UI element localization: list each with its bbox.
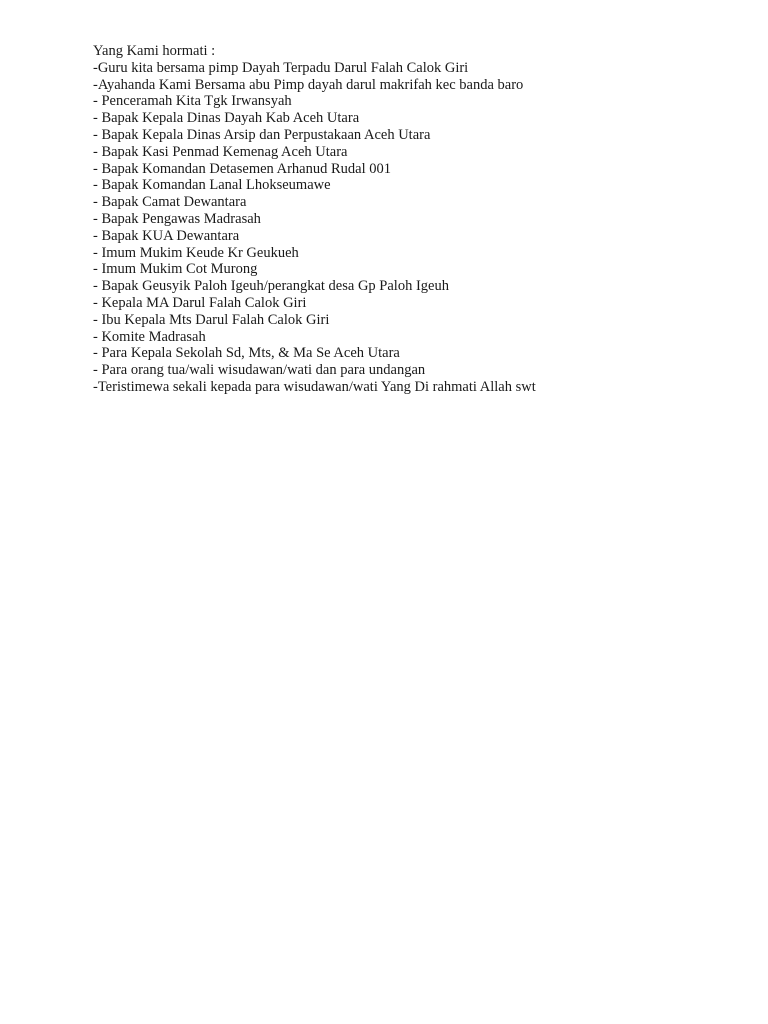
recipient-line: - Kepala MA Darul Falah Calok Giri: [93, 294, 307, 311]
recipient-line: - Komite Madrasah: [93, 328, 206, 345]
recipient-line: - Para orang tua/wali wisudawan/wati dan para undangan: [93, 362, 426, 379]
recipient-line: -Guru kita bersama pimp Dayah Terpadu Darul Falah Calok Giri: [93, 59, 469, 76]
recipient-line: -Ayahanda Kami Bersama abu Pimp dayah darul makrifah kec banda baro: [93, 76, 524, 93]
recipient-line: - Bapak Kepala Dinas Arsip dan Perpustakaan Aceh Utara: [93, 126, 431, 143]
recipient-line: - Bapak Camat Dewantara: [93, 194, 247, 211]
recipient-line: - Bapak Kasi Penmad Kemenag Aceh Utara: [93, 143, 348, 160]
recipient-line: - Bapak KUA Dewantara: [93, 227, 240, 244]
recipient-line: - Para Kepala Sekolah Sd, Mts, & Ma Se Aceh Utara: [93, 345, 400, 362]
recipient-line: - Imum Mukim Keude Kr Geukueh: [93, 244, 299, 261]
recipient-line: - Bapak Komandan Detasemen Arhanud Rudal 001: [93, 160, 391, 177]
recipient-line: - Bapak Pengawas Madrasah: [93, 210, 261, 227]
recipient-line: - Ibu Kepala Mts Darul Falah Calok Giri: [93, 311, 330, 328]
recipient-line: - Penceramah Kita Tgk Irwansyah: [93, 93, 292, 110]
text-body: [93, 43, 733, 396]
recipient-line: - Bapak Geusyik Paloh Igeuh/perangkat desa Gp Paloh Igeuh: [93, 278, 449, 295]
recipient-line: -Teristimewa sekali kepada para wisudawan/wati Yang Di rahmati Allah swt: [93, 378, 536, 395]
recipient-line: - Imum Mukim Cot Murong: [93, 261, 258, 278]
recipient-line: - Bapak Kepala Dinas Dayah Kab Aceh Utara: [93, 110, 360, 127]
greeting-heading: Yang Kami hormati :: [93, 43, 216, 59]
recipient-line: - Bapak Komandan Lanal Lhokseumawe: [93, 177, 331, 194]
